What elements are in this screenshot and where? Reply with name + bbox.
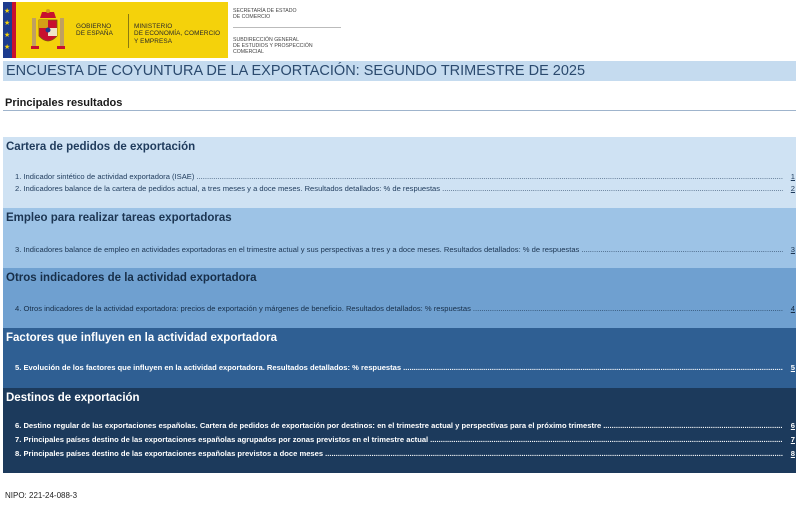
leader-dots bbox=[403, 362, 783, 374]
toc-item-3[interactable] bbox=[15, 244, 795, 256]
section-heading: Factores que influyen en la actividad exportadora bbox=[6, 332, 277, 344]
toc-item-label: 7. Principales países destino de las exportaciones españolas agrupados por zonas previstos en el trimestre actual bbox=[15, 435, 429, 444]
toc-item-4[interactable] bbox=[15, 303, 795, 315]
page-subtitle: Principales resultados bbox=[5, 97, 123, 109]
section-empleo bbox=[3, 208, 796, 268]
section-heading: Empleo para realizar tareas exportadoras bbox=[6, 212, 232, 224]
section-destinos bbox=[3, 388, 796, 473]
leader-dots bbox=[430, 434, 783, 446]
section-heading: Otros indicadores de la actividad exportadora bbox=[6, 272, 257, 284]
section-heading: Destinos de exportación bbox=[6, 392, 140, 404]
toc-item-2[interactable] bbox=[15, 183, 795, 195]
toc-item-7[interactable] bbox=[15, 434, 795, 446]
secretaria-label: SECRETARÍA DE ESTADO DE COMERCIO bbox=[233, 8, 297, 21]
page-link[interactable]: 2 bbox=[790, 184, 795, 193]
toc-item-1[interactable] bbox=[15, 171, 795, 183]
page-link[interactable]: 3 bbox=[790, 245, 795, 254]
page-link[interactable]: 5 bbox=[790, 363, 795, 372]
page-link[interactable]: 1 bbox=[790, 172, 795, 181]
leader-dots bbox=[473, 303, 783, 315]
section-otros-indicadores bbox=[3, 268, 796, 328]
leader-dots bbox=[325, 448, 783, 460]
logo-divider bbox=[128, 14, 129, 48]
section-cartera-pedidos bbox=[3, 137, 796, 208]
page-link[interactable]: 8 bbox=[790, 449, 795, 458]
eu-stars-icon: ★ ★ ★ ★ bbox=[3, 2, 12, 58]
nipo-code: NIPO: 221-24-088-3 bbox=[5, 491, 78, 500]
subdireccion-label: SUBDIRECCIÓN GENERAL DE ESTUDIOS Y PROSPECCIÓN COMERCIAL bbox=[233, 37, 313, 56]
page-title: ENCUESTA DE COYUNTURA DE LA EXPORTACIÓN: SEGUNDO TRIMESTRE DE 2025 bbox=[6, 63, 586, 79]
flag-stripe bbox=[12, 2, 16, 58]
spain-coat-of-arms-icon bbox=[30, 8, 66, 52]
subtitle-divider bbox=[3, 110, 796, 111]
section-factores bbox=[3, 328, 796, 388]
section-heading: Cartera de pedidos de exportación bbox=[6, 141, 196, 153]
secretaria-block bbox=[229, 2, 341, 58]
leader-dots bbox=[603, 420, 783, 432]
leader-dots bbox=[196, 171, 783, 183]
toc-item-label: 5. Evolución de los factores que influyen en la actividad exportadora. Resultados detallados: % respuestas bbox=[15, 363, 402, 372]
leader-dots bbox=[442, 183, 783, 195]
page-link[interactable]: 4 bbox=[790, 304, 795, 313]
page-link[interactable]: 6 bbox=[790, 421, 795, 430]
toc-item-label: 4. Otros indicadores de la actividad exportadora: precios de exportación y márgenes de beneficio. Resultados detallados: % respuestas bbox=[15, 304, 471, 313]
ministerio-label: MINISTERIO DE ECONOMÍA, COMERCIO Y EMPRESA bbox=[134, 23, 221, 45]
title-bar bbox=[3, 61, 796, 81]
toc-item-6[interactable] bbox=[15, 420, 795, 432]
page-link[interactable]: 7 bbox=[790, 435, 795, 444]
secretaria-divider bbox=[233, 27, 341, 28]
toc-item-label: 3. Indicadores balance de empleo en actividades exportadoras en el trimestre actual y sus perspectivas a tres y a doce meses. Resultados detallados: % de respuestas bbox=[15, 245, 580, 254]
government-logo-banner bbox=[3, 2, 341, 58]
gobierno-label: GOBIERNO DE ESPAÑA bbox=[76, 23, 114, 38]
toc-item-5[interactable] bbox=[15, 362, 795, 374]
leader-dots bbox=[581, 244, 783, 256]
toc-item-label: 6. Destino regular de las exportaciones españolas. Cartera de pedidos de exportación por destinos: en el trimestre actual y perspectivas para el próximo trimestre bbox=[15, 421, 602, 430]
toc-item-label: 8. Principales países destino de las exportaciones españolas previstos a doce meses bbox=[15, 449, 324, 458]
toc-item-8[interactable] bbox=[15, 448, 795, 460]
toc-item-label: 1. Indicador sintético de actividad exportadora (ISAE) bbox=[15, 172, 195, 181]
toc-item-label: 2. Indicadores balance de la cartera de pedidos actual, a tres meses y a doce meses. Resultados detallados: % de respuestas bbox=[15, 184, 441, 193]
gobierno-logo bbox=[3, 2, 228, 58]
